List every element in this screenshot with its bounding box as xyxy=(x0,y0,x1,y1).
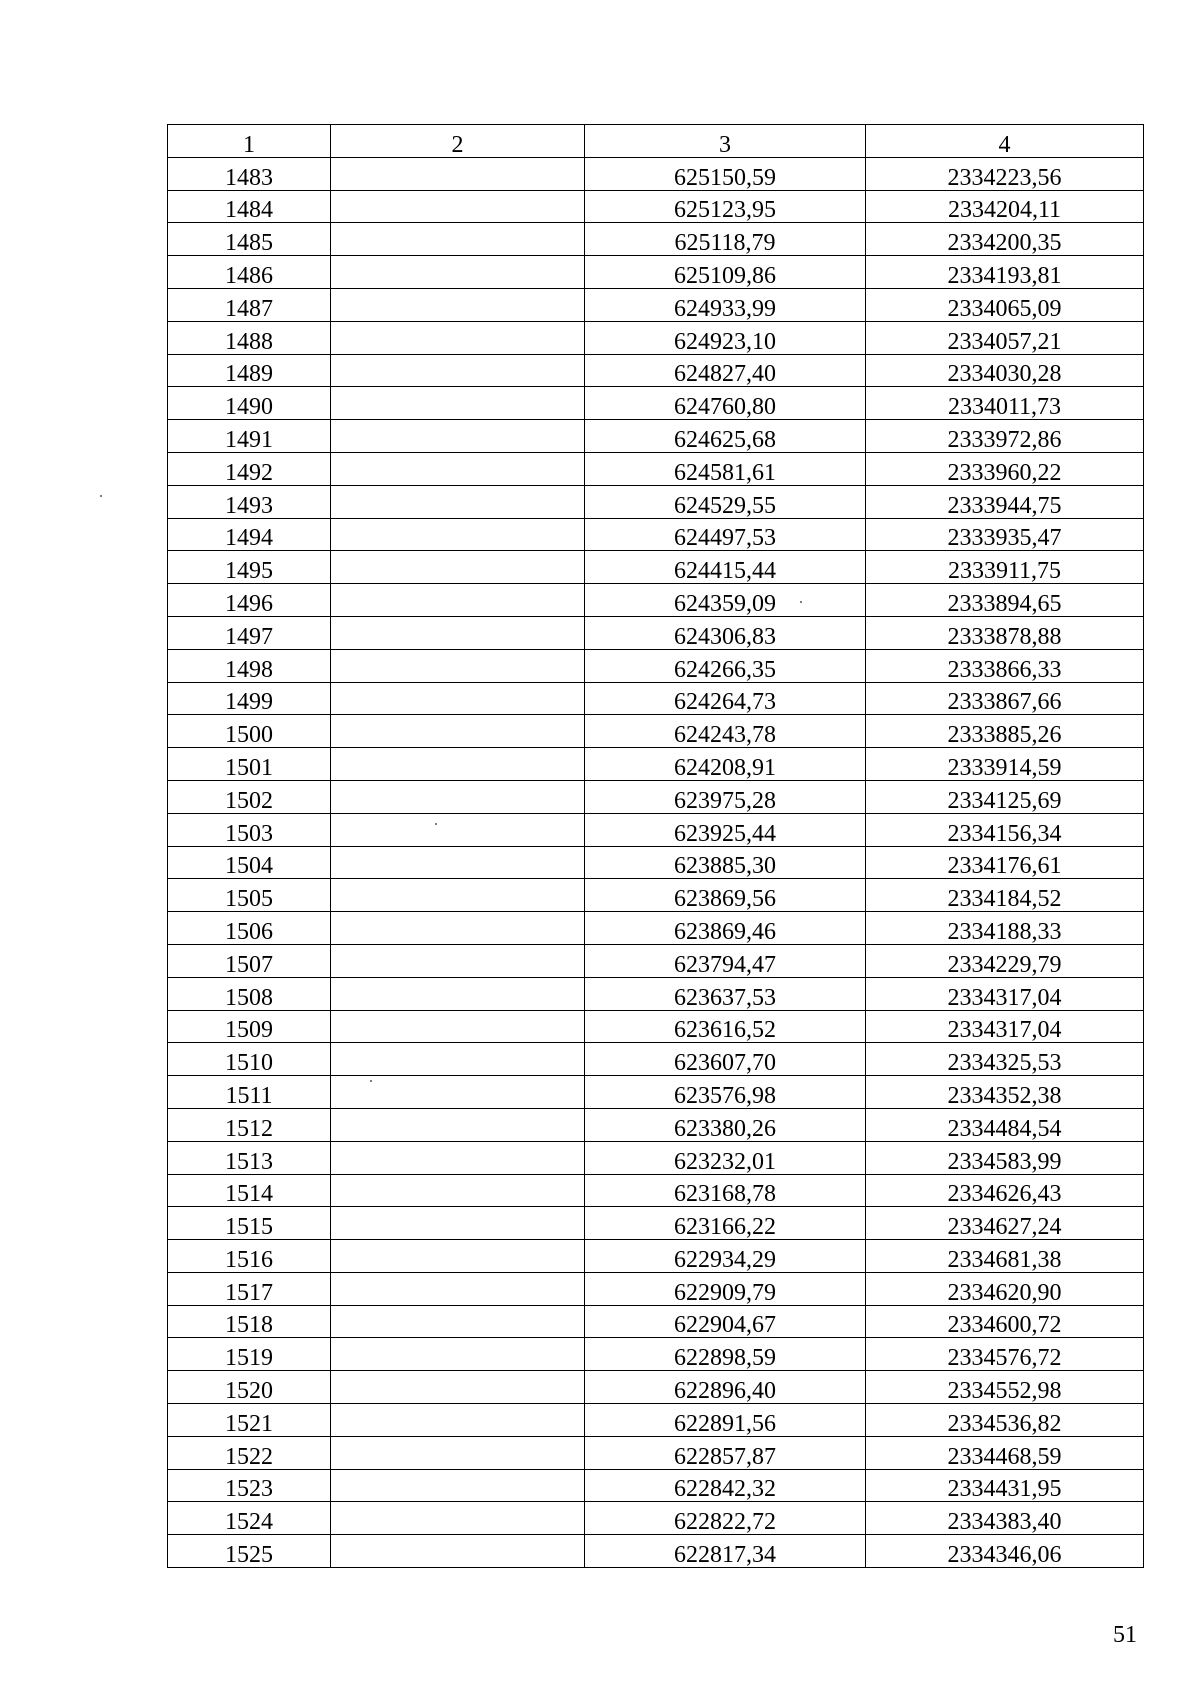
table-cell-col-3: 623166,22 xyxy=(585,1207,866,1240)
table-row xyxy=(168,387,1144,420)
table-body xyxy=(168,157,1144,1567)
table-cell-col-4: 2333894,65 xyxy=(866,584,1144,617)
table-row xyxy=(168,485,1144,518)
table-cell-col-3: 623869,56 xyxy=(585,879,866,912)
table-cell-col-4: 2334681,38 xyxy=(866,1240,1144,1273)
table-cell-col-2 xyxy=(331,223,585,256)
table-cell-col-1: 1504 xyxy=(168,846,331,879)
table-cell-col-3: 624760,80 xyxy=(585,387,866,420)
table-cell-col-2 xyxy=(331,584,585,617)
table-cell-col-2 xyxy=(331,682,585,715)
coordinates-table xyxy=(167,124,1144,1568)
table-row xyxy=(168,1010,1144,1043)
table-cell-col-3: 623616,52 xyxy=(585,1010,866,1043)
table-cell-col-1: 1490 xyxy=(168,387,331,420)
table-cell-col-3: 623380,26 xyxy=(585,1108,866,1141)
table-cell-col-4: 2334383,40 xyxy=(866,1502,1144,1535)
table-cell-col-2 xyxy=(331,1338,585,1371)
table-cell-col-2 xyxy=(331,387,585,420)
table-cell-col-2 xyxy=(331,1404,585,1437)
table-row xyxy=(168,1436,1144,1469)
table-cell-col-1: 1515 xyxy=(168,1207,331,1240)
table-cell-col-1: 1525 xyxy=(168,1535,331,1568)
scan-speck xyxy=(370,1080,372,1082)
table-cell-col-3: 623794,47 xyxy=(585,944,866,977)
table-cell-col-1: 1494 xyxy=(168,518,331,551)
table-cell-col-1: 1505 xyxy=(168,879,331,912)
table-cell-col-4: 2334352,38 xyxy=(866,1076,1144,1109)
table-cell-col-4: 2333878,88 xyxy=(866,616,1144,649)
table-row xyxy=(168,1305,1144,1338)
table-cell-col-4: 2334576,72 xyxy=(866,1338,1144,1371)
table-cell-col-1: 1510 xyxy=(168,1043,331,1076)
header-col-2: 2 xyxy=(331,125,585,158)
table-cell-col-3: 624359,09 xyxy=(585,584,866,617)
table-cell-col-2 xyxy=(331,813,585,846)
table-cell-col-1: 1503 xyxy=(168,813,331,846)
table-cell-col-3: 623607,70 xyxy=(585,1043,866,1076)
table-cell-col-2 xyxy=(331,846,585,879)
table-cell-col-1: 1514 xyxy=(168,1174,331,1207)
table-row xyxy=(168,616,1144,649)
table-cell-col-2 xyxy=(331,1108,585,1141)
table-cell-col-2 xyxy=(331,715,585,748)
table-row xyxy=(168,584,1144,617)
table-cell-col-4: 2334030,28 xyxy=(866,354,1144,387)
table-cell-col-1: 1493 xyxy=(168,485,331,518)
table-cell-col-1: 1495 xyxy=(168,551,331,584)
table-cell-col-3: 624529,55 xyxy=(585,485,866,518)
table-row xyxy=(168,157,1144,190)
table-cell-col-3: 622857,87 xyxy=(585,1436,866,1469)
table-row xyxy=(168,1502,1144,1535)
table-row xyxy=(168,977,1144,1010)
table-cell-col-3: 623637,53 xyxy=(585,977,866,1010)
table-cell-col-4: 2334188,33 xyxy=(866,912,1144,945)
scan-speck xyxy=(435,823,437,825)
table-cell-col-4: 2334176,61 xyxy=(866,846,1144,879)
table-cell-col-2 xyxy=(331,518,585,551)
table-row xyxy=(168,551,1144,584)
table-cell-col-1: 1491 xyxy=(168,420,331,453)
table-row xyxy=(168,1174,1144,1207)
table-cell-col-4: 2334536,82 xyxy=(866,1404,1144,1437)
table-cell-col-1: 1488 xyxy=(168,321,331,354)
table-row xyxy=(168,1469,1144,1502)
table-cell-col-1: 1486 xyxy=(168,256,331,289)
table-cell-col-2 xyxy=(331,1272,585,1305)
table-cell-col-4: 2333911,75 xyxy=(866,551,1144,584)
page-number: 51 xyxy=(1113,1622,1137,1648)
table-row xyxy=(168,1338,1144,1371)
table-cell-col-2 xyxy=(331,780,585,813)
table-cell-col-2 xyxy=(331,912,585,945)
table-cell-col-1: 1500 xyxy=(168,715,331,748)
table-cell-col-4: 2334229,79 xyxy=(866,944,1144,977)
table-cell-col-1: 1487 xyxy=(168,288,331,321)
table-cell-col-3: 622822,72 xyxy=(585,1502,866,1535)
table-cell-col-4: 2333914,59 xyxy=(866,748,1144,781)
table-cell-col-3: 623869,46 xyxy=(585,912,866,945)
table-row xyxy=(168,846,1144,879)
table-cell-col-2 xyxy=(331,748,585,781)
table-cell-col-2 xyxy=(331,1371,585,1404)
table-cell-col-4: 2334468,59 xyxy=(866,1436,1144,1469)
table-cell-col-3: 624208,91 xyxy=(585,748,866,781)
table-cell-col-1: 1516 xyxy=(168,1240,331,1273)
table-cell-col-4: 2334184,52 xyxy=(866,879,1144,912)
table-cell-col-1: 1512 xyxy=(168,1108,331,1141)
table-cell-col-2 xyxy=(331,1207,585,1240)
scan-speck xyxy=(800,601,802,603)
header-row xyxy=(168,125,1144,158)
table-cell-col-4: 2334125,69 xyxy=(866,780,1144,813)
table-cell-col-2 xyxy=(331,977,585,1010)
table-cell-col-1: 1520 xyxy=(168,1371,331,1404)
table-cell-col-3: 624497,53 xyxy=(585,518,866,551)
table-cell-col-2 xyxy=(331,321,585,354)
table-cell-col-2 xyxy=(331,879,585,912)
table-cell-col-3: 623576,98 xyxy=(585,1076,866,1109)
table-cell-col-1: 1483 xyxy=(168,157,331,190)
table-cell-col-3: 622817,34 xyxy=(585,1535,866,1568)
table-cell-col-2 xyxy=(331,1141,585,1174)
table-cell-col-1: 1524 xyxy=(168,1502,331,1535)
table-cell-col-4: 2334156,34 xyxy=(866,813,1144,846)
table-cell-col-3: 622904,67 xyxy=(585,1305,866,1338)
table-row xyxy=(168,1272,1144,1305)
table-cell-col-2 xyxy=(331,1469,585,1502)
table-row xyxy=(168,1108,1144,1141)
table-cell-col-1: 1489 xyxy=(168,354,331,387)
table-cell-col-1: 1517 xyxy=(168,1272,331,1305)
table-cell-col-4: 2334204,11 xyxy=(866,190,1144,223)
table-row xyxy=(168,1535,1144,1568)
table-cell-col-3: 625109,86 xyxy=(585,256,866,289)
table-cell-col-4: 2334065,09 xyxy=(866,288,1144,321)
table-cell-col-2 xyxy=(331,1502,585,1535)
table-cell-col-3: 623925,44 xyxy=(585,813,866,846)
table-cell-col-3: 623168,78 xyxy=(585,1174,866,1207)
table-row xyxy=(168,1043,1144,1076)
table-cell-col-1: 1492 xyxy=(168,452,331,485)
table-cell-col-3: 625123,95 xyxy=(585,190,866,223)
table-row xyxy=(168,944,1144,977)
table-cell-col-3: 625118,79 xyxy=(585,223,866,256)
table-cell-col-4: 2333866,33 xyxy=(866,649,1144,682)
table-cell-col-1: 1498 xyxy=(168,649,331,682)
table-cell-col-1: 1522 xyxy=(168,1436,331,1469)
table-cell-col-4: 2334431,95 xyxy=(866,1469,1144,1502)
table-cell-col-3: 623232,01 xyxy=(585,1141,866,1174)
table-cell-col-4: 2334626,43 xyxy=(866,1174,1144,1207)
table-cell-col-3: 625150,59 xyxy=(585,157,866,190)
table-cell-col-1: 1507 xyxy=(168,944,331,977)
table-row xyxy=(168,354,1144,387)
table-cell-col-3: 624625,68 xyxy=(585,420,866,453)
table-cell-col-2 xyxy=(331,288,585,321)
table-row xyxy=(168,1207,1144,1240)
table-row xyxy=(168,288,1144,321)
table-cell-col-2 xyxy=(331,1010,585,1043)
table-cell-col-4: 2334484,54 xyxy=(866,1108,1144,1141)
table-cell-col-4: 2334317,04 xyxy=(866,977,1144,1010)
table-cell-col-2 xyxy=(331,944,585,977)
table-cell-col-4: 2334552,98 xyxy=(866,1371,1144,1404)
table-cell-col-2 xyxy=(331,649,585,682)
table-cell-col-4: 2333972,86 xyxy=(866,420,1144,453)
table-cell-col-2 xyxy=(331,354,585,387)
table-cell-col-2 xyxy=(331,616,585,649)
table-cell-col-2 xyxy=(331,420,585,453)
table-row xyxy=(168,1371,1144,1404)
table-cell-col-4: 2334011,73 xyxy=(866,387,1144,420)
table-row xyxy=(168,682,1144,715)
table-cell-col-1: 1501 xyxy=(168,748,331,781)
table-row xyxy=(168,190,1144,223)
table-row xyxy=(168,256,1144,289)
table-cell-col-1: 1519 xyxy=(168,1338,331,1371)
table-cell-col-1: 1521 xyxy=(168,1404,331,1437)
table-cell-col-3: 624266,35 xyxy=(585,649,866,682)
table-cell-col-3: 624933,99 xyxy=(585,288,866,321)
table-cell-col-2 xyxy=(331,1174,585,1207)
table-row xyxy=(168,813,1144,846)
table-cell-col-1: 1502 xyxy=(168,780,331,813)
table-cell-col-2 xyxy=(331,190,585,223)
table-cell-col-3: 622934,29 xyxy=(585,1240,866,1273)
table-cell-col-3: 624415,44 xyxy=(585,551,866,584)
table-row xyxy=(168,1141,1144,1174)
header-col-3: 3 xyxy=(585,125,866,158)
table-row xyxy=(168,518,1144,551)
table-cell-col-2 xyxy=(331,1535,585,1568)
table-cell-col-1: 1509 xyxy=(168,1010,331,1043)
table-cell-col-3: 624306,83 xyxy=(585,616,866,649)
table-row xyxy=(168,1076,1144,1109)
table-row xyxy=(168,748,1144,781)
table-row xyxy=(168,1240,1144,1273)
table-cell-col-4: 2333944,75 xyxy=(866,485,1144,518)
table-cell-col-4: 2334600,72 xyxy=(866,1305,1144,1338)
table-cell-col-2 xyxy=(331,256,585,289)
table-cell-col-4: 2334346,06 xyxy=(866,1535,1144,1568)
table-row xyxy=(168,715,1144,748)
table-cell-col-1: 1513 xyxy=(168,1141,331,1174)
table-cell-col-2 xyxy=(331,1240,585,1273)
table-cell-col-3: 624243,78 xyxy=(585,715,866,748)
table-cell-col-4: 2333885,26 xyxy=(866,715,1144,748)
header-col-4: 4 xyxy=(866,125,1144,158)
table-cell-col-1: 1518 xyxy=(168,1305,331,1338)
table-cell-col-4: 2334223,56 xyxy=(866,157,1144,190)
table-header xyxy=(168,125,1144,158)
table-cell-col-3: 622898,59 xyxy=(585,1338,866,1371)
table-row xyxy=(168,321,1144,354)
table-cell-col-3: 622909,79 xyxy=(585,1272,866,1305)
table-cell-col-3: 623975,28 xyxy=(585,780,866,813)
table-cell-col-1: 1497 xyxy=(168,616,331,649)
table-cell-col-1: 1485 xyxy=(168,223,331,256)
table-cell-col-4: 2334583,99 xyxy=(866,1141,1144,1174)
table-cell-col-3: 624923,10 xyxy=(585,321,866,354)
table-row xyxy=(168,420,1144,453)
table-cell-col-1: 1523 xyxy=(168,1469,331,1502)
table-row xyxy=(168,649,1144,682)
table-cell-col-4: 2334193,81 xyxy=(866,256,1144,289)
table-row xyxy=(168,912,1144,945)
table-cell-col-2 xyxy=(331,1436,585,1469)
table-cell-col-4: 2334057,21 xyxy=(866,321,1144,354)
table-row xyxy=(168,1404,1144,1437)
table-cell-col-3: 624827,40 xyxy=(585,354,866,387)
header-col-1: 1 xyxy=(168,125,331,158)
table-cell-col-2 xyxy=(331,452,585,485)
table-cell-col-1: 1508 xyxy=(168,977,331,1010)
table-cell-col-2 xyxy=(331,1043,585,1076)
table-cell-col-2 xyxy=(331,157,585,190)
table-cell-col-4: 2334620,90 xyxy=(866,1272,1144,1305)
table-cell-col-4: 2334317,04 xyxy=(866,1010,1144,1043)
table-cell-col-2 xyxy=(331,1305,585,1338)
table-cell-col-1: 1499 xyxy=(168,682,331,715)
table-cell-col-3: 622891,56 xyxy=(585,1404,866,1437)
table-cell-col-4: 2334627,24 xyxy=(866,1207,1144,1240)
scan-speck xyxy=(100,495,102,497)
table-cell-col-1: 1506 xyxy=(168,912,331,945)
table-cell-col-2 xyxy=(331,485,585,518)
table-cell-col-1: 1496 xyxy=(168,584,331,617)
table-cell-col-3: 624581,61 xyxy=(585,452,866,485)
table-cell-col-3: 622896,40 xyxy=(585,1371,866,1404)
table-cell-col-3: 623885,30 xyxy=(585,846,866,879)
table-cell-col-2 xyxy=(331,1076,585,1109)
table-cell-col-4: 2333867,66 xyxy=(866,682,1144,715)
table-row xyxy=(168,879,1144,912)
table-cell-col-4: 2334325,53 xyxy=(866,1043,1144,1076)
table-cell-col-2 xyxy=(331,551,585,584)
table-cell-col-3: 622842,32 xyxy=(585,1469,866,1502)
table-cell-col-1: 1511 xyxy=(168,1076,331,1109)
table-row xyxy=(168,452,1144,485)
table-cell-col-4: 2333935,47 xyxy=(866,518,1144,551)
table-cell-col-4: 2334200,35 xyxy=(866,223,1144,256)
table-row xyxy=(168,780,1144,813)
table-cell-col-3: 624264,73 xyxy=(585,682,866,715)
table-cell-col-1: 1484 xyxy=(168,190,331,223)
table-cell-col-4: 2333960,22 xyxy=(866,452,1144,485)
table-row xyxy=(168,223,1144,256)
